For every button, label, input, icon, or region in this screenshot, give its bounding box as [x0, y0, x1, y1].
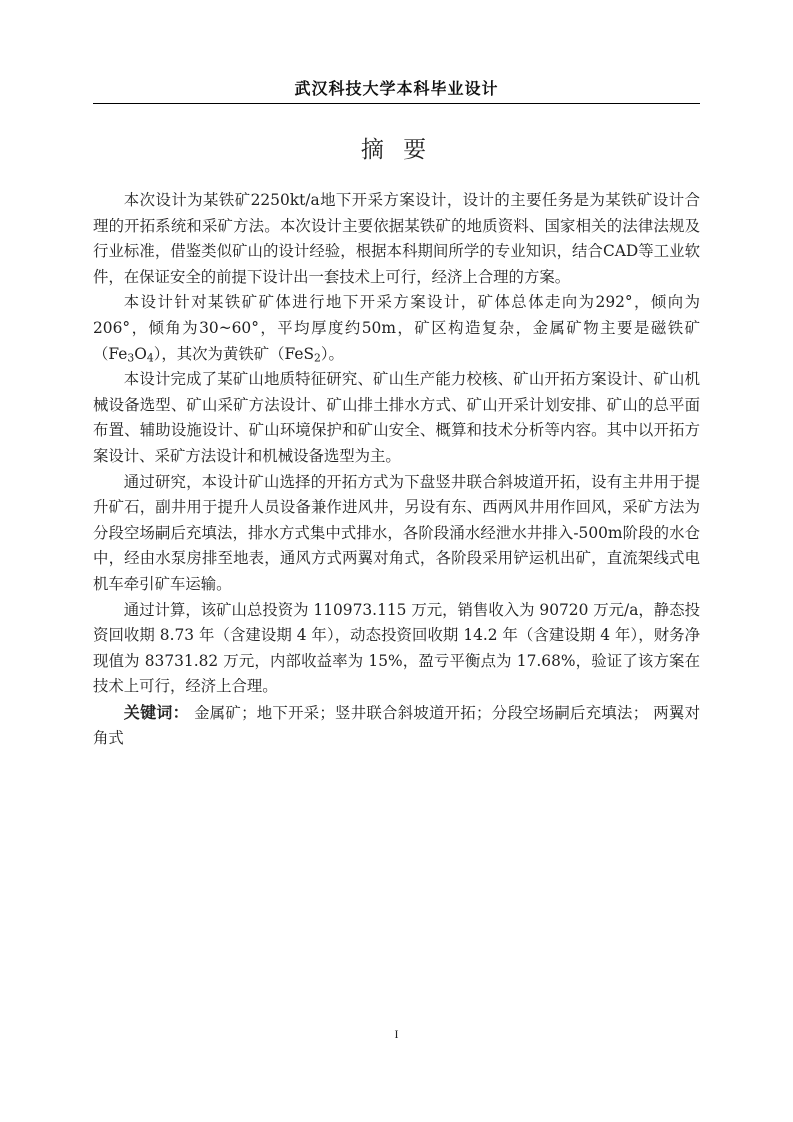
subscript: 2 — [314, 351, 321, 365]
page-number: I — [394, 1027, 399, 1041]
keywords-paragraph — [93, 700, 700, 752]
abstract-body — [93, 188, 700, 752]
subscript: 3 — [127, 351, 135, 365]
abstract-title: 摘 要 — [360, 137, 433, 163]
paragraph-2-text: ）。 — [320, 344, 344, 363]
paragraph-2-text: ），其次为黄铁矿（FeS — [153, 344, 314, 363]
paragraph-3: 本设计完成了某矿山地质特征研究、矿山生产能力校核、矿山开拓方案设计、矿山机械设备选型、矿山采矿方法设计、矿山排土排水方式、矿山开采计划安排、矿山的总平面布置、辅助设施设计、矿山环境保护和矿山安全、概算和技术分析等内容。其中以开拓方案设计、采矿方法设计和机械设备选型为主。 — [93, 370, 700, 465]
header-rule — [93, 103, 700, 104]
paragraph-5: 通过计算，该矿山总投资为 110973.115 万元，销售收入为 90720 万元/a，静态投资回收期 8.73 年（含建设期 4 年），动态投资回收期 14.2 年（含建设期 4 年），财务净现值为 83731.82 万元，内部收益率为 15%，盈亏平衡点为 17.68%，验证了该方案在技术上可行，经济上合理。 — [93, 600, 700, 696]
paragraph-1: 本次设计为某铁矿2250kt/a地下开采方案设计，设计的主要任务是为某铁矿设计合理的开拓系统和采矿方法。本次设计主要依据某铁矿的地质资料、国家相关的法律法规及行业标准，借鉴类似矿山的设计经验，根据本科期间所学的专业知识，结合CAD等工业软件，在保证安全的前提下设计出一套技术上可行，经济上合理的方案。 — [93, 191, 700, 286]
subscript: 4 — [146, 351, 154, 365]
paragraph-2 — [93, 290, 700, 367]
paragraph-4: 通过研究，本设计矿山选择的开拓方式为下盘竖井联合斜坡道开拓，设有主井用于提升矿石，副井用于提升人员设备兼作进风井，另设有东、西两风井用作回风，采矿方法为分段空场嗣后充填法，排水方式集中式排水，各阶段涌水经泄水井排入-500m阶段的水仓中，经由水泵房排至地表，通风方式两翼对角式，各阶段采用铲运机出矿，直流架线式电机车牵引矿车运输。 — [93, 472, 700, 593]
keywords-label: 关键词： — [123, 702, 189, 722]
running-header: 武汉科技大学本科毕业设计 — [294, 79, 499, 98]
paragraph-2-text: O — [134, 344, 147, 363]
keywords-text: 金属矿；地下开采；竖井联合斜坡道开拓；分段空场嗣后充填法； 两翼对角式 — [93, 703, 700, 748]
paragraph-2-text: 本设计针对某铁矿矿体进行地下开采方案设计，矿体总体走向为292°，倾向为206°，倾角为30~60°，平均厚度约50m，矿区构造复杂，金属矿物主要是磁铁矿（Fe — [93, 293, 700, 363]
